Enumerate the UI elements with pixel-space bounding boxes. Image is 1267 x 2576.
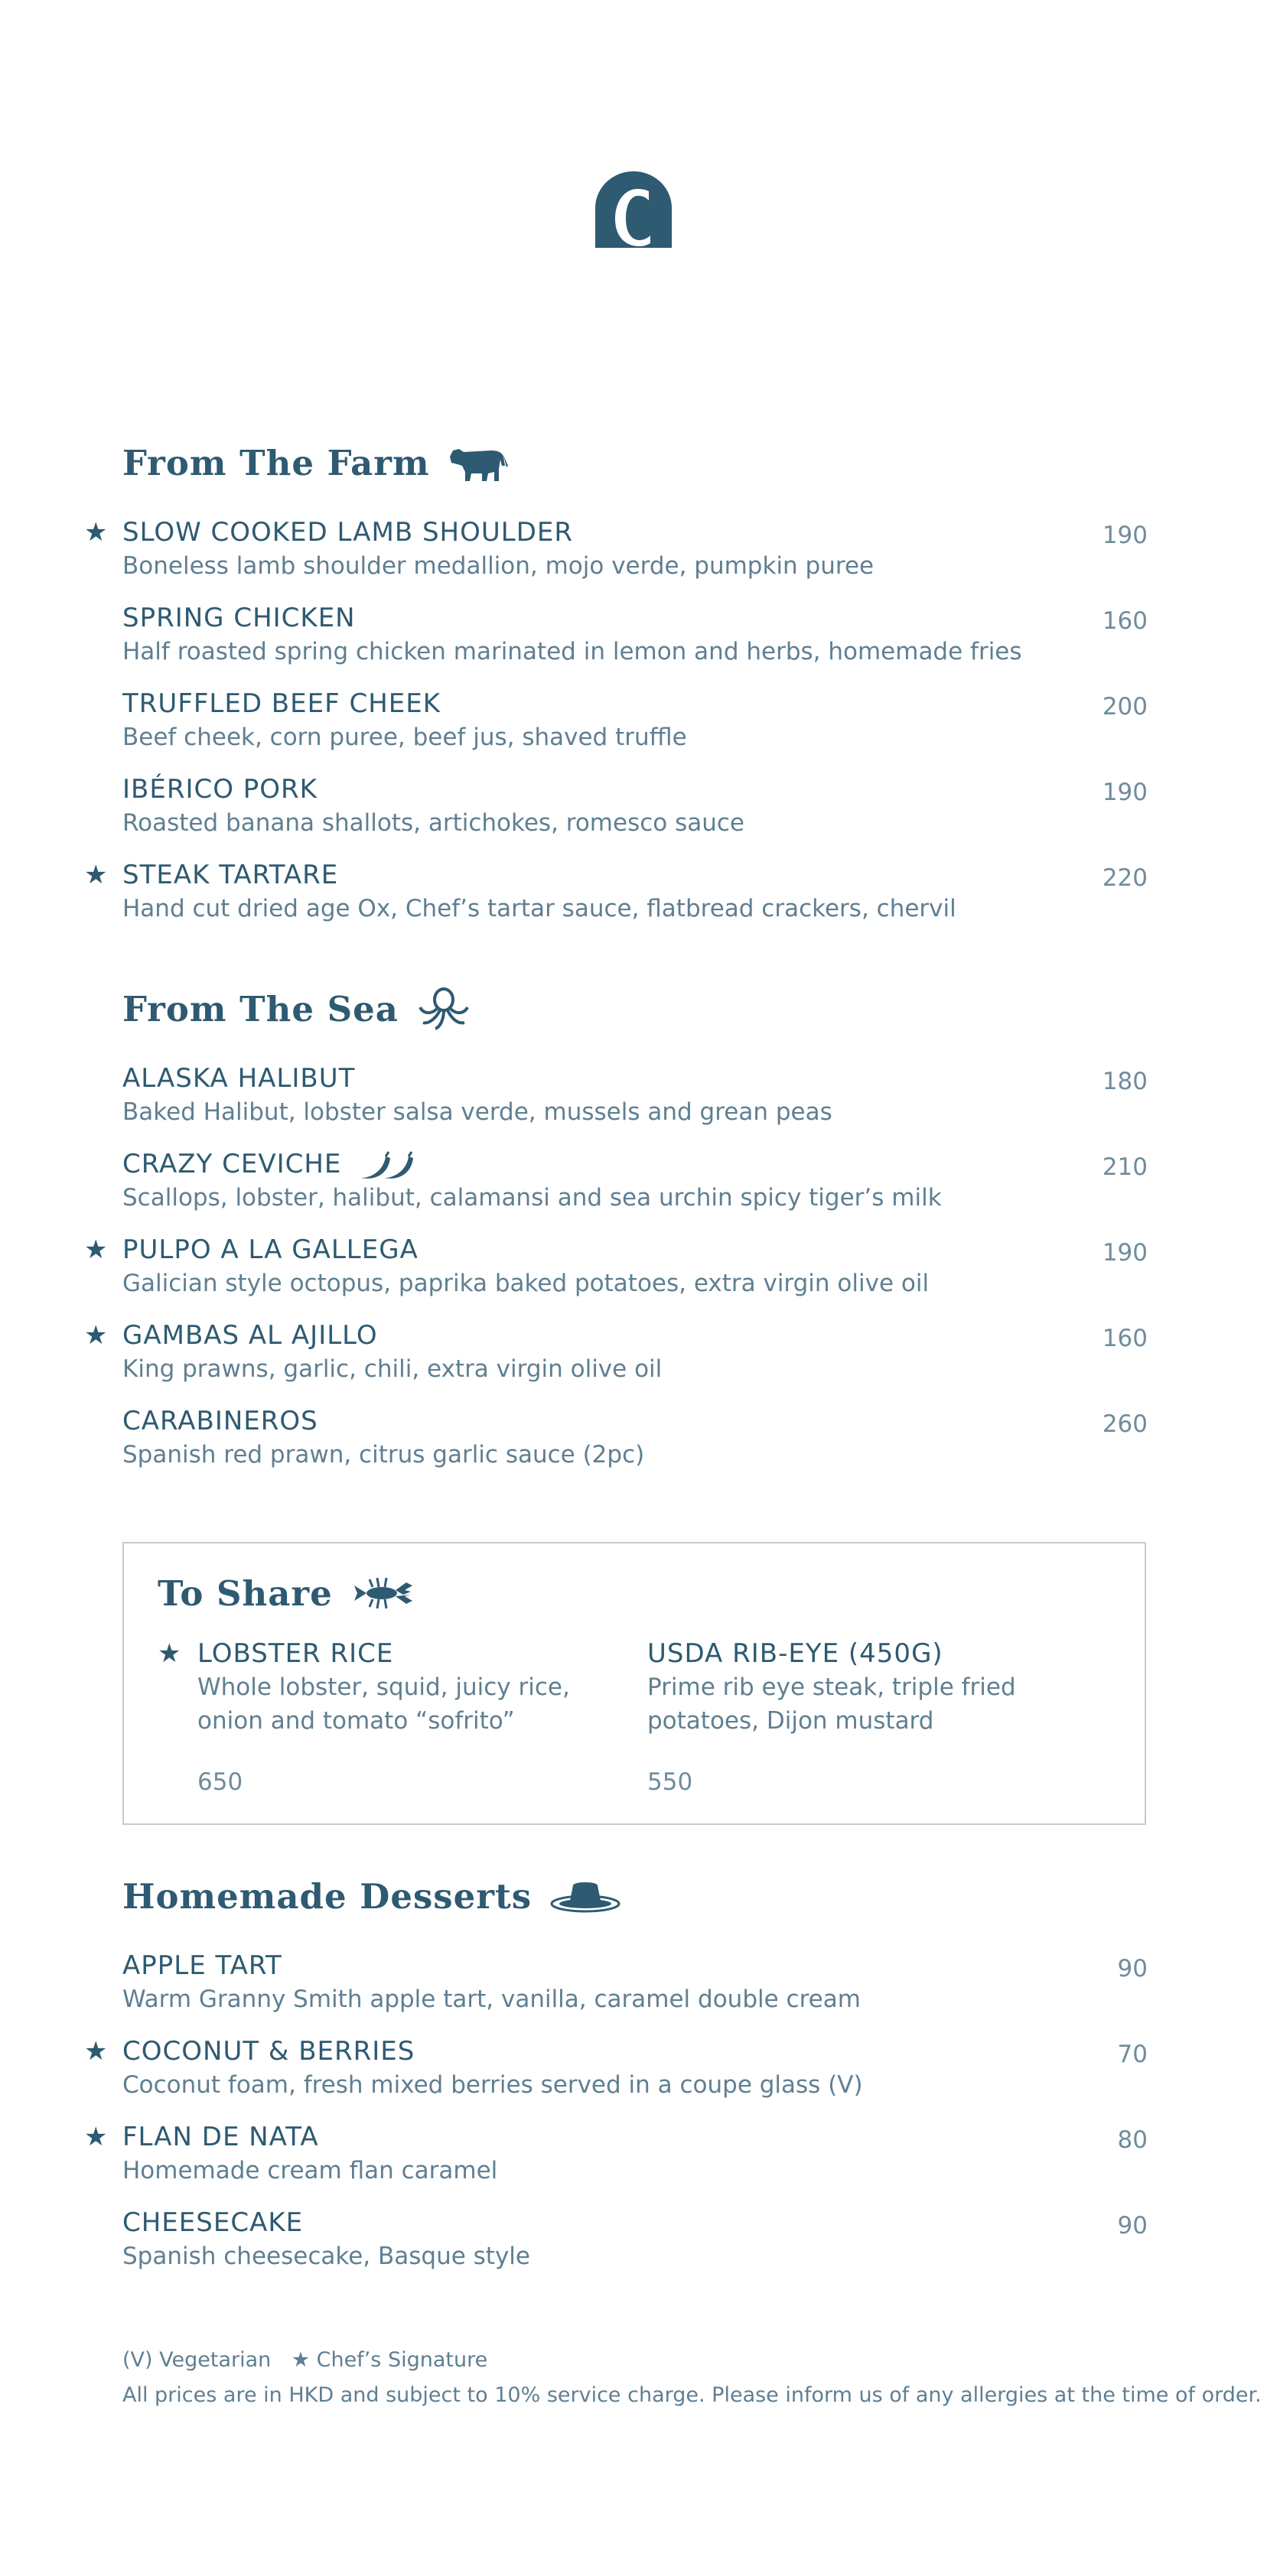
item-name: ALASKA HALIBUT [122,1063,356,1094]
item-description: Baked Halibut, lobster salsa verde, mussels and grean peas [122,1098,832,1126]
item-description: Homemade cream flan caramel [122,2157,498,2184]
share-item [158,1637,626,1796]
flan-dessert-icon [550,1876,620,1916]
item-name: COCONUT & BERRIES [122,2036,415,2067]
section-farm [84,436,1148,944]
section-title-sea [122,982,1148,1036]
menu-item [84,1233,1148,1319]
section-title-text: From The Farm [122,442,430,483]
item-price: 160 [1102,1325,1148,1352]
item-description: Spanish cheesecake, Basque style [122,2243,530,2270]
item-description-line2: onion and tomato “sofrito” [197,1707,515,1735]
section-title-desserts [122,1869,1148,1923]
menu-item [122,601,1148,687]
item-price: 190 [1102,522,1148,549]
menu-item [84,2120,1148,2206]
item-name: GAMBAS AL AJILLO [122,1320,378,1351]
item-description-line1: Whole lobster, squid, juicy rice, [197,1673,570,1701]
chef-signature-star-icon: ★ [84,2036,108,2067]
section-title-share [158,1566,414,1620]
item-description: Galician style octopus, paprika baked potatoes, extra virgin olive oil [122,1270,930,1297]
share-item [647,1637,1076,1796]
menu-item [84,2034,1148,2120]
item-name: STEAK TARTARE [122,860,339,890]
pricing-note: All prices are in HKD and subject to 10% service charge. Please inform us of any allergies at the time of order. [122,2383,1262,2407]
item-description: Half roasted spring chicken marinated in lemon and herbs, homemade fries [122,638,1022,665]
item-price: 210 [1102,1153,1148,1181]
item-price: 260 [1102,1410,1148,1438]
menu-item [122,1404,1148,1490]
item-description: Warm Granny Smith apple tart, vanilla, caramel double cream [122,1986,861,2013]
item-price: 550 [647,1768,693,1796]
octopus-icon [417,987,471,1030]
item-price: 220 [1102,864,1148,892]
chef-signature-star-icon: ★ [84,1320,108,1351]
item-name: CHEESECAKE [122,2207,304,2238]
brand-c-logo-icon [595,171,672,248]
item-price: 180 [1102,1068,1148,1095]
item-price: 650 [197,1768,243,1796]
chef-signature-star-icon: ★ [84,1234,108,1265]
item-description: Roasted banana shallots, artichokes, romesco sauce [122,809,745,837]
item-price: 90 [1117,1955,1148,1982]
chef-signature-legend: ★ Chef’s Signature [291,2348,488,2372]
menu-item [122,1949,1148,2034]
menu-item [122,1062,1148,1147]
section-sea [84,982,1148,1490]
section-title-farm [122,436,1148,490]
item-name-with-icon [122,1147,416,1181]
cow-icon [448,443,510,483]
item-description: Spanish red prawn, citrus garlic sauce (2pc) [122,1441,645,1469]
item-name: SPRING CHICKEN [122,603,356,633]
item-price: 190 [1102,779,1148,806]
item-name: SLOW COOKED LAMB SHOULDER [122,517,574,548]
menu-item [122,772,1148,858]
item-price: 90 [1117,2212,1148,2239]
item-name: CRAZY CEVICHE [122,1149,342,1179]
item-name: APPLE TART [122,1950,282,1981]
sea-items [84,1062,1148,1490]
section-title-text: To Share [158,1573,333,1614]
dessert-items [84,1949,1148,2291]
item-price: 200 [1102,693,1148,720]
menu-item [84,516,1148,601]
menu-item [84,858,1148,944]
item-name: TRUFFLED BEEF CHEEK [122,688,441,719]
vegetarian-legend: (V) Vegetarian [122,2348,272,2372]
item-description-line2: potatoes, Dijon mustard [647,1707,934,1735]
chili-peppers-icon [358,1150,416,1181]
item-name: CARABINEROS [122,1406,318,1436]
item-price: 190 [1102,1239,1148,1267]
item-name: PULPO A LA GALLEGA [122,1234,419,1265]
item-description: Scallops, lobster, halibut, calamansi and sea urchin spicy tiger’s milk [122,1184,942,1212]
item-description: Boneless lamb shoulder medallion, mojo verde, pumpkin puree [122,552,875,580]
item-description-line1: Prime rib eye steak, triple fried [647,1673,1016,1701]
item-price: 160 [1102,607,1148,635]
to-share-box [122,1542,1146,1825]
menu-item [122,2206,1148,2291]
section-title-text: From The Sea [122,988,399,1029]
item-name: IBÉRICO PORK [122,774,318,805]
item-name: FLAN DE NATA [122,2122,319,2152]
menu-item [84,1319,1148,1404]
farm-items [84,516,1148,944]
item-description: Coconut foam, fresh mixed berries served in a coupe glass (V) [122,2071,863,2099]
chef-signature-star-icon: ★ [158,1638,181,1669]
menu-footer [122,2345,1262,2412]
item-name: LOBSTER RICE [197,1638,394,1669]
item-description: Hand cut dried age Ox, Chef’s tartar sauce, flatbread crackers, chervil [122,895,956,922]
legend [122,2345,1194,2376]
menu-item [122,687,1148,772]
item-price: 70 [1117,2041,1148,2068]
item-name: USDA RIB-EYE (450G) [647,1638,943,1669]
chef-signature-star-icon: ★ [84,860,108,890]
item-price: 80 [1117,2126,1148,2154]
menu-item [122,1147,1148,1233]
item-description: King prawns, garlic, chili, extra virgin olive oil [122,1355,663,1383]
lobster-icon [351,1576,414,1610]
section-title-text: Homemade Desserts [122,1875,533,1917]
section-desserts [84,1869,1148,2291]
chef-signature-star-icon: ★ [84,517,108,548]
item-description: Beef cheek, corn puree, beef jus, shaved truffle [122,724,687,751]
chef-signature-star-icon: ★ [84,2122,108,2152]
